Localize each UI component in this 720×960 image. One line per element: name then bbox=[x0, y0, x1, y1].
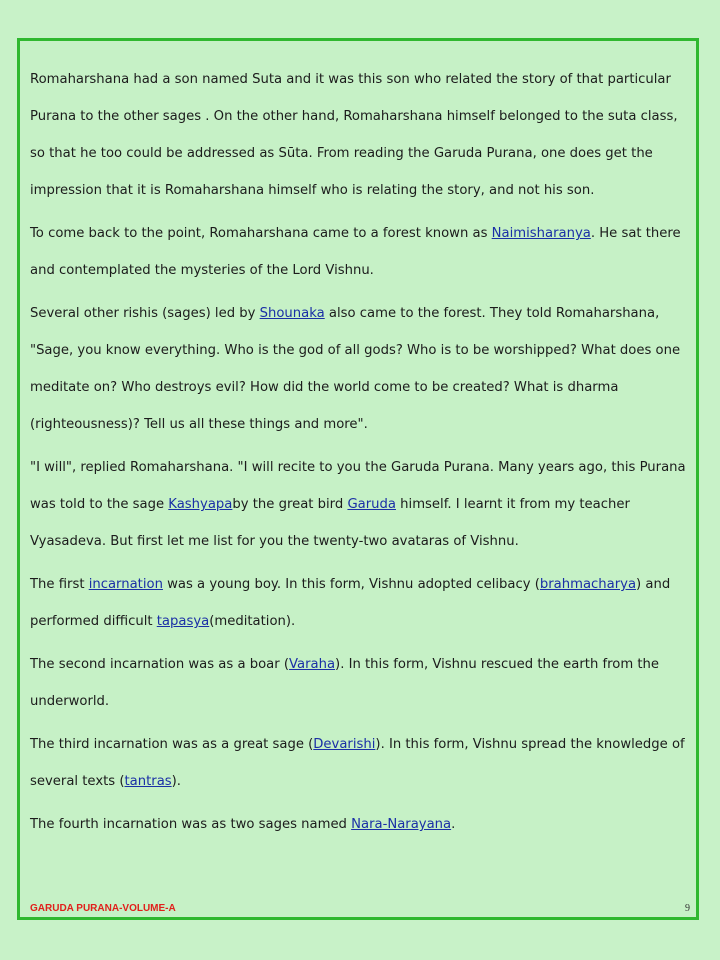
link-garuda[interactable]: Garuda bbox=[347, 497, 396, 512]
paragraph-5: The first incarnation was a young boy. In this form, Vishnu adopted celibacy (brahmacharya) and performed difficult tapasya(meditation). bbox=[30, 577, 671, 629]
paragraph-7: The third incarnation was as a great sage (Devarishi). In this form, Vishnu spread the knowledge of several texts (tantras). bbox=[30, 737, 685, 789]
paragraph-4: "I will", replied Romaharshana. "I will recite to you the Garuda Purana. Many years ago, this Purana was told to the sage Kashyapaby the great bird Garuda himself. I learnt it from my teacher Vyasadeva. But first let me list for you the twenty-two avataras of Vishnu. bbox=[30, 460, 686, 549]
link-tapasya[interactable]: tapasya bbox=[156, 614, 210, 629]
link-incarnation[interactable]: incarnation bbox=[88, 577, 163, 592]
link-devarishi[interactable]: Devarishi bbox=[313, 737, 376, 752]
footer-title: GARUDA PURANA-VOLUME-A bbox=[30, 903, 176, 914]
paragraph-8: The fourth incarnation was as two sages named Nara-Narayana. bbox=[30, 817, 456, 832]
page-number: 9 bbox=[685, 903, 690, 914]
link-tantras[interactable]: tantras bbox=[124, 774, 172, 789]
paragraph-6: The second incarnation was as a boar (Varaha). In this form, Vishnu rescued the earth from the underworld. bbox=[30, 657, 660, 709]
page-frame bbox=[17, 38, 699, 920]
link-naimisharanya[interactable]: Naimisharanya bbox=[491, 226, 591, 241]
link-kashyapa[interactable]: Kashyapa bbox=[168, 497, 233, 512]
paragraph-3: Several other rishis (sages) led by Shounaka also came to the forest. They told Romaharshana, "Sage, you know everything. Who is the god of all gods? Who is to be worshipped? What does one meditate on? Who destroys evil? How did the world come to be created? What is dharma (righteousness)? Tell us all these things and more". bbox=[30, 306, 681, 432]
link-nara-narayana[interactable]: Nara-Narayana bbox=[351, 817, 452, 832]
paragraph-2: To come back to the point, Romaharshana came to a forest known as Naimisharanya. He sat there and contemplated the mysteries of the Lord Vishnu. bbox=[30, 226, 681, 278]
link-shounaka[interactable]: Shounaka bbox=[259, 306, 325, 321]
link-brahmacharya[interactable]: brahmacharya bbox=[539, 577, 637, 592]
link-varaha[interactable]: Varaha bbox=[289, 657, 336, 672]
page-content bbox=[30, 61, 688, 849]
paragraph-1: Romaharshana had a son named Suta and it was this son who related the story of that particular Purana to the other sages . On the other hand, Romaharshana himself belonged to the suta class, so that he too could be addressed as Sūta. From reading the Garuda Purana, one does get the impression that it is Romaharshana himself who is relating the story, and not his son. bbox=[30, 72, 678, 198]
